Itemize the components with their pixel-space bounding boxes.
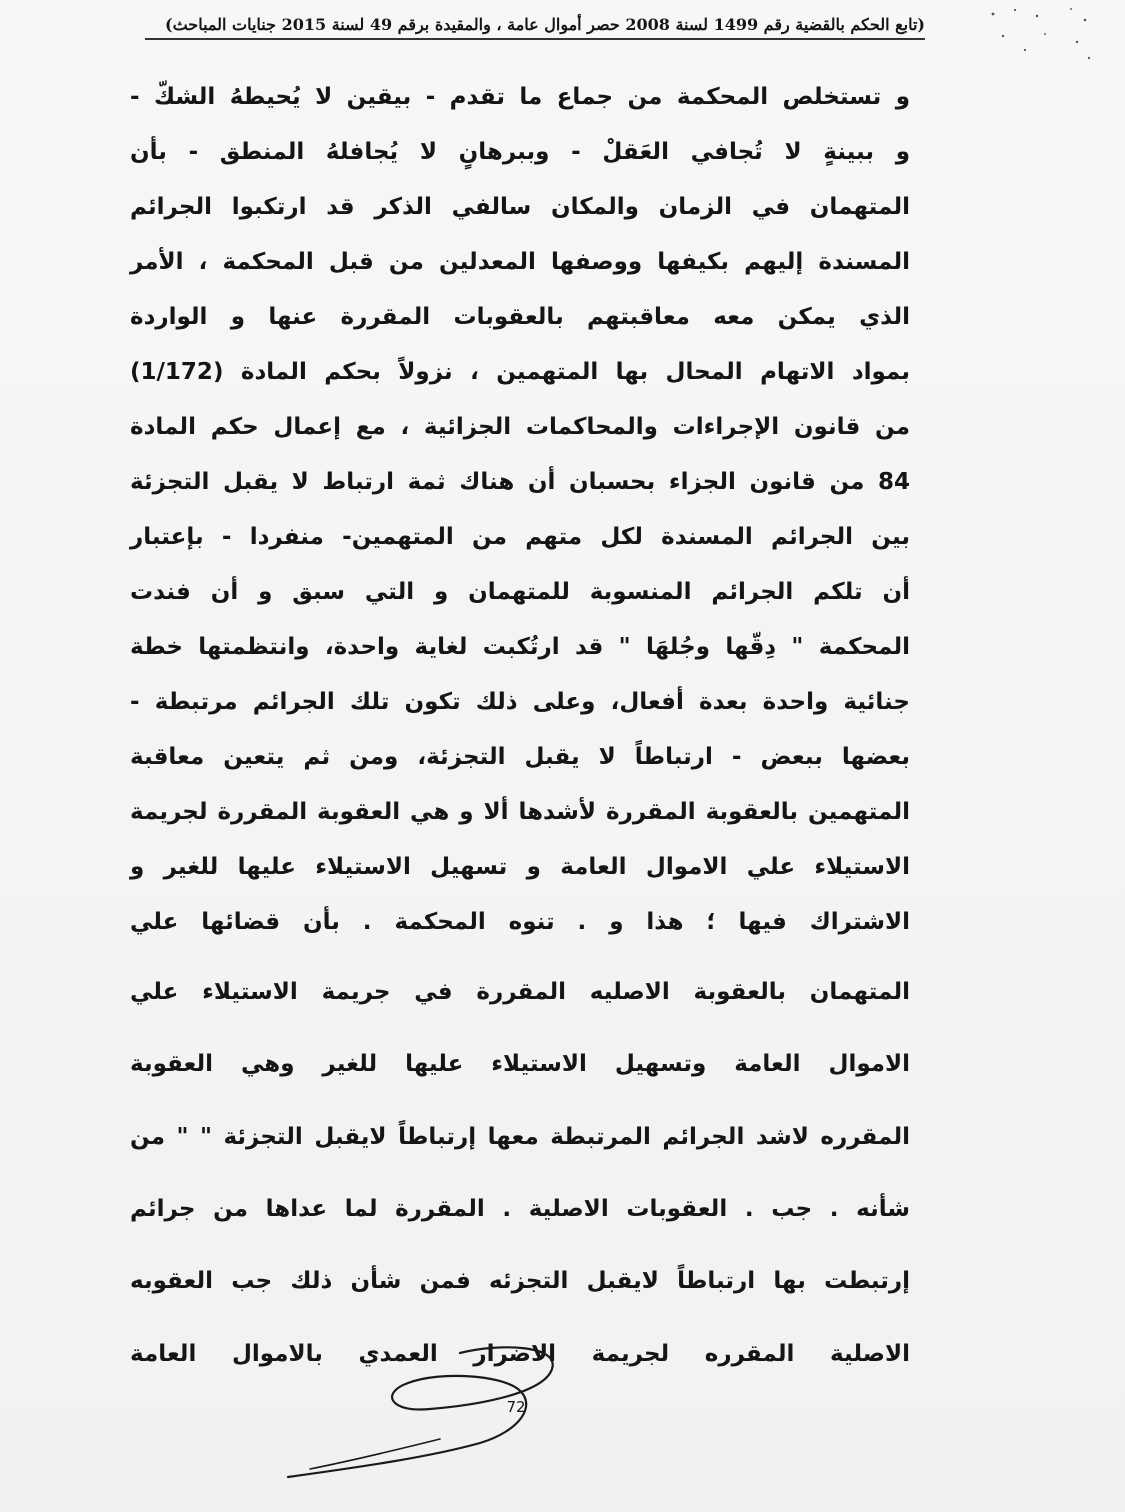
- body-line: و تستخلص المحكمة من جماع ما تقدم - بيقين لا يُحيطهُ الشكّ -: [130, 84, 910, 110]
- header-underline: [145, 38, 925, 40]
- body-line: المتهمين بالعقوبة المقررة لأشدها ألا و هي العقوبة المقررة لجريمة: [130, 799, 910, 825]
- body-line: المسندة إليهم بكيفها ووصفها المعدلين من قبل المحكمة ، الأمر: [130, 249, 910, 275]
- body-line: المقرره لاشد الجرائم المرتبطة معها إرتباطاً لايقبل التجزئة " " من: [130, 1124, 910, 1150]
- body-line: إرتبطت بها ارتباطاً لايقبل التجزئه فمن شأن ذلك جب العقوبه: [130, 1268, 910, 1294]
- body-line: المتهمان في الزمان والمكان سالفي الذكر قد ارتكبوا الجرائم: [130, 194, 910, 220]
- page-number: 72: [506, 1398, 526, 1416]
- body-line: المحكمة " دِقّها وجُلهَا " قد ارتُكبت لغاية واحدة، وانتظمتها خطة: [130, 634, 910, 660]
- body-line: الاشتراك فيها ؛ هذا و . تنوه المحكمة . بأن قضائها علي: [130, 909, 910, 935]
- body-line: من قانون الإجراءات والمحاكمات الجزائية ، مع إعمال حكم المادة: [130, 414, 910, 440]
- body-line: الذي يمكن معه معاقبتهم بالعقوبات المقررة عنها و الواردة: [130, 304, 910, 330]
- scan-noise-marks: [985, 6, 1095, 66]
- body-line: الاستيلاء علي الاموال العامة و تسهيل الاستيلاء عليها للغير و: [130, 854, 910, 880]
- body-line: و ببينةٍ لا تُجافي العَقلْ - وببرهانٍ لا يُجافلهُ المنطق - بأن: [130, 139, 910, 165]
- body-line: أن تلكم الجرائم المنسوبة للمتهمان و التي سبق و أن فندت: [130, 579, 910, 605]
- document-header: (تابع الحكم بالقضية رقم 1499 لسنة 2008 حصر أموال عامة ، والمقيدة برقم 49 لسنة 2015 جنايات المباحث): [165, 15, 925, 34]
- body-line: بمواد الاتهام المحال بها المتهمين ، نزولاً بحكم المادة (1/172): [130, 359, 910, 385]
- body-line: الاموال العامة وتسهيل الاستيلاء عليها للغير وهي العقوبة: [130, 1051, 910, 1077]
- body-line: 84 من قانون الجزاء بحسبان أن هناك ثمة ارتباط لا يقبل التجزئة: [130, 469, 910, 495]
- body-line: جنائية واحدة بعدة أفعال، وعلى ذلك تكون تلك الجرائم مرتبطة -: [130, 689, 910, 715]
- body-line: بعضها ببعض - ارتباطاً لا يقبل التجزئة، ومن ثم يتعين معاقبة: [130, 744, 910, 770]
- body-line: الاصلية المقرره لجريمة الاضرار العمدي بالاموال العامة: [130, 1341, 910, 1367]
- body-line: بين الجرائم المسندة لكل متهم من المتهمين- منفردا - بإعتبار: [130, 524, 910, 550]
- body-line: شأنه . جب . العقوبات الاصلية . المقررة لما عداها من جرائم: [130, 1196, 910, 1222]
- body-line: المتهمان بالعقوبة الاصليه المقررة في جريمة الاستيلاء علي: [130, 979, 910, 1005]
